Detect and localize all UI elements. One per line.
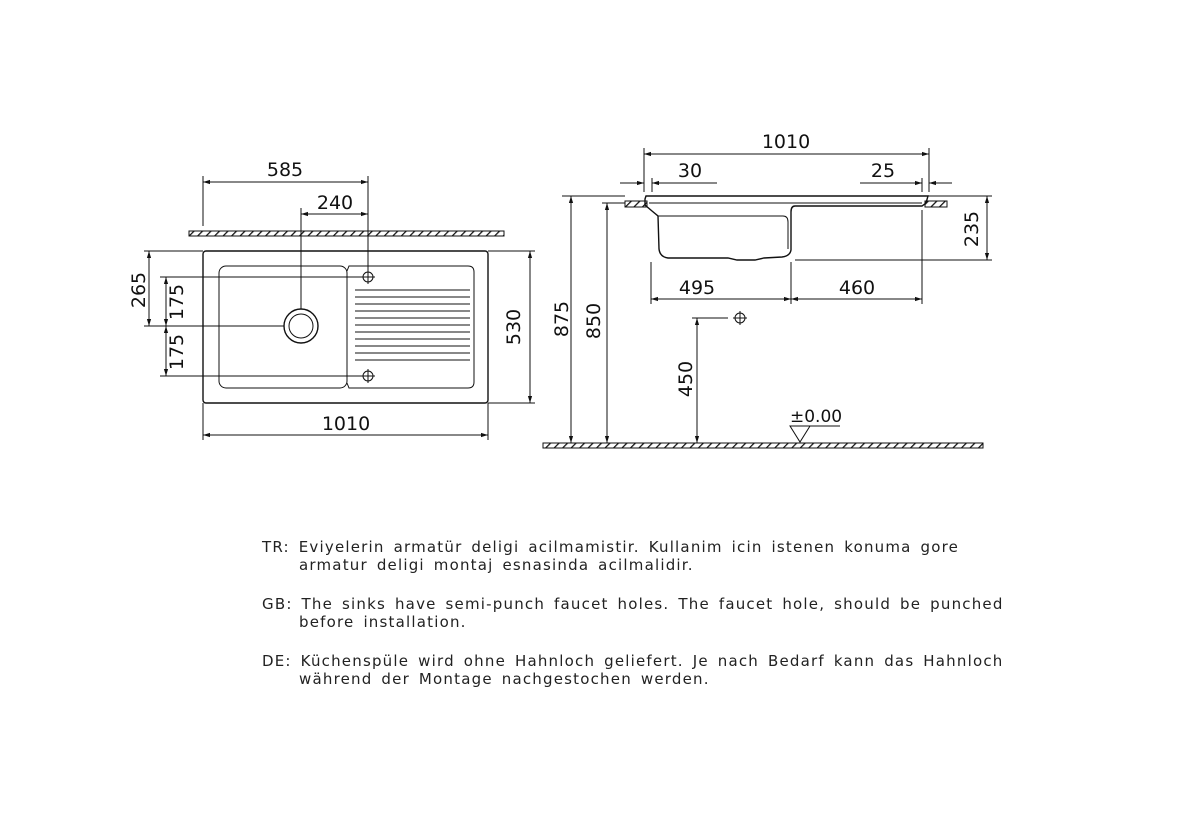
countertop-left [625,201,647,207]
sink-outline [203,251,488,403]
note-tr [262,538,1062,574]
note-text-continued: während der Montage nachgestochen werden. [299,670,710,688]
top-view [128,159,535,440]
floor-level-label: ±0.00 [790,407,843,427]
dim-235: 235 [961,210,983,248]
note-text: The sinks have semi-punch faucet holes. The faucet hole, should be punched [301,595,1004,613]
note-de [262,652,1062,688]
dim-175-lower: 175 [166,333,188,371]
installation-notes [262,538,1062,709]
side-view [543,131,992,448]
faucet-hole-lower [361,369,375,383]
dim-25: 25 [870,160,896,182]
dim-175-upper: 175 [166,283,188,321]
dim-265: 265 [128,271,150,309]
note-code: TR: [262,538,290,556]
drainer-ribs [355,290,470,360]
dim-1010-side: 1010 [761,131,811,153]
outlet-marker [733,311,747,325]
dim-495: 495 [678,277,716,299]
sink-profile [645,196,928,260]
faucet-hole-upper [361,270,375,284]
countertop-right [925,201,947,207]
note-text-continued: before installation. [299,613,467,631]
dim-585: 585 [266,159,304,181]
bowl-outline [219,266,347,388]
dim-875: 875 [551,300,573,338]
bowl-inner-profile [658,216,788,249]
dim-850: 850 [583,302,605,340]
note-text-continued: armatur deligi montaj esnasinda acilmalidir. [299,556,694,574]
floor-section [543,443,983,448]
dim-450: 450 [675,360,697,398]
note-text: Eviyelerin armatür deligi acilmamistir. Kullanim icin istenen konuma gore [298,538,960,556]
drain-inner [289,314,313,338]
dim-530: 530 [503,308,525,346]
note-gb [262,595,1062,631]
note-text: Küchenspüle wird ohne Hahnloch geliefert. Je nach Bedarf kann das Hahnloch [300,652,1004,670]
dim-240: 240 [316,192,354,214]
floor-level-symbol [790,426,840,442]
note-code: GB: [262,595,293,613]
dim-30: 30 [677,160,703,182]
dim-1010-top: 1010 [321,413,371,435]
countertop-section [189,231,504,236]
dim-460: 460 [838,277,876,299]
drainer-outline [347,266,474,388]
note-code: DE: [262,652,292,670]
